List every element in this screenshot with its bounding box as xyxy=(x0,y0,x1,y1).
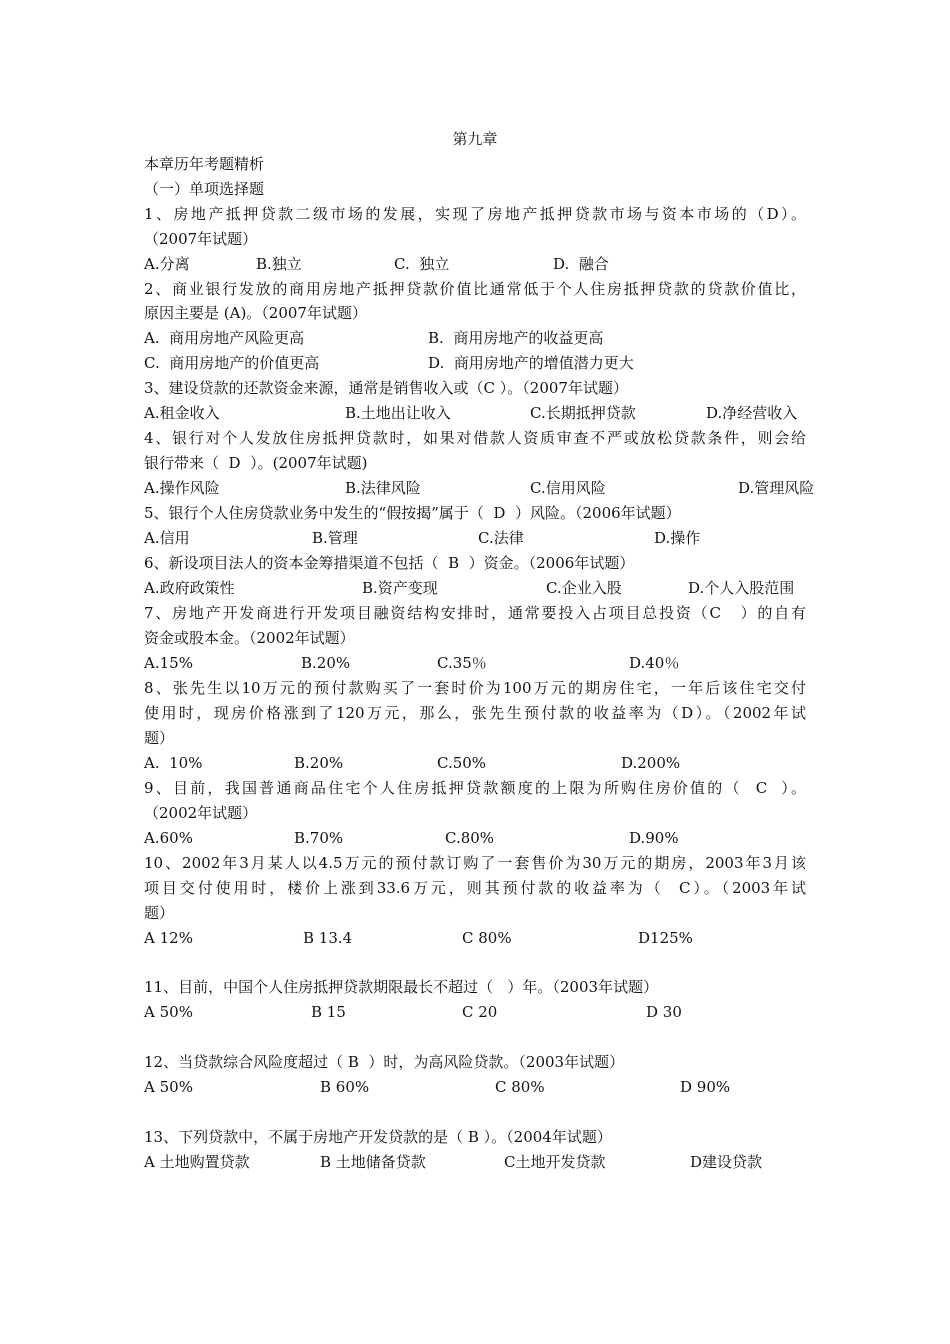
option-d: D.操作 xyxy=(654,529,701,547)
option-a: A 土地购置贷款 xyxy=(144,1153,250,1171)
chapter-title: 第九章 xyxy=(452,130,498,148)
option-c: C.35％ xyxy=(437,654,487,672)
subsection-heading: （一）单项选择题 xyxy=(144,180,265,198)
section-heading: 本章历年考题精析 xyxy=(144,155,265,173)
question-7-line-1: 7、房地产开发商进行开发项目融资结构安排时，通常要投入占项目总投资（C ）的自有 xyxy=(144,604,806,622)
option-a: A. 10% xyxy=(144,754,203,772)
option-b: B.70% xyxy=(294,829,344,847)
option-a: A.15% xyxy=(144,654,193,672)
question-1-line-2: （2007年试题） xyxy=(144,230,258,248)
option-a: A.信用 xyxy=(144,529,190,547)
option-d: D.净经营收入 xyxy=(706,404,798,422)
option-a: A.租金收入 xyxy=(144,404,220,422)
option-c: C.长期抵押贷款 xyxy=(530,404,636,422)
option-d: D.个人入股范围 xyxy=(688,579,795,597)
question-10-line-2: 项目交付使用时，楼价上涨到33.6万元，则其预付款的收益率为（ C）。（2003年试 xyxy=(144,879,806,897)
option-c: C. 独立 xyxy=(394,255,450,273)
option-a: A.操作风险 xyxy=(144,479,220,497)
option-b: B.20% xyxy=(294,754,344,772)
option-d: D 30 xyxy=(646,1003,682,1021)
question-4-line-2: 银行带来（ D ）。(2007年试题) xyxy=(144,454,368,472)
option-c: C.企业入股 xyxy=(546,579,622,597)
option-a: A. 商用房地产风险更高 xyxy=(144,329,305,347)
question-8-line-3: 题） xyxy=(144,729,175,747)
option-b: B 13.4 xyxy=(303,929,353,947)
question-6-line-1: 6、新设项目法人的资本金筹措渠道不包括（ B ）资金。（2006年试题） xyxy=(144,554,635,572)
option-b: B.资产变现 xyxy=(362,579,438,597)
option-d: D.200% xyxy=(621,754,681,772)
question-9-line-1: 9、目前，我国普通商品住宅个人住房抵押贷款额度的上限为所购住房价值的（ C ）。 xyxy=(144,779,806,797)
option-d: D. 商用房地产的增值潜力更大 xyxy=(428,354,634,372)
option-d: D.90% xyxy=(629,829,679,847)
question-8-line-1: 8、张先生以10万元的预付款购买了一套时价为100万元的期房住宅，一年后该住宅交付 xyxy=(144,679,806,697)
option-b: B.20% xyxy=(301,654,351,672)
option-c: C 20 xyxy=(462,1003,498,1021)
question-1-line-1: 1、房地产抵押贷款二级市场的发展，实现了房地产抵押贷款市场与资本市场的（D）。 xyxy=(144,205,806,223)
option-c: C.信用风险 xyxy=(530,479,606,497)
option-d: D建设贷款 xyxy=(690,1153,763,1171)
option-b: B.独立 xyxy=(256,255,302,273)
option-b: B 15 xyxy=(311,1003,346,1021)
question-5-line-1: 5、银行个人住房贷款业务中发生的“假按揭”属于（ D ）风险。（2006年试题） xyxy=(144,504,681,522)
option-d: D.管理风险 xyxy=(738,479,815,497)
option-d: D. 融合 xyxy=(553,255,609,273)
option-c: C.50% xyxy=(437,754,487,772)
question-4-line-1: 4、银行对个人发放住房抵押贷款时，如果对借款人资质审查不严或放松贷款条件，则会给 xyxy=(144,429,806,447)
option-c: C.80% xyxy=(445,829,495,847)
option-c: C 80% xyxy=(495,1078,545,1096)
question-12-line-1: 12、当贷款综合风险度超过（ B ）时，为高风险贷款。（2003年试题） xyxy=(144,1053,625,1071)
option-d: D125% xyxy=(638,929,693,947)
question-8-line-2: 使用时，现房价格涨到了120万元，那么，张先生预付款的收益率为（D）。（2002年试 xyxy=(144,704,806,722)
question-13-line-1: 13、下列贷款中，不属于房地产开发贷款的是（ B ）。（2004年试题） xyxy=(144,1128,612,1146)
option-c: C. 商用房地产的价值更高 xyxy=(144,354,320,372)
question-9-line-2: （2002年试题） xyxy=(144,804,258,822)
option-d: D.40％ xyxy=(629,654,680,672)
question-2-line-1: 2、商业银行发放的商用房地产抵押贷款价值比通常低于个人住房抵押贷款的贷款价值比， xyxy=(144,280,806,298)
option-a: A.政府政策性 xyxy=(144,579,235,597)
option-c: C土地开发贷款 xyxy=(504,1153,606,1171)
question-11-line-1: 11、目前，中国个人住房抵押贷款期限最长不超过（ ）年。（2003年试题） xyxy=(144,978,659,996)
question-10-line-1: 10、2002年3月某人以4.5万元的预付款订购了一套售价为30万元的期房，2003年3月该 xyxy=(144,854,806,872)
option-b: B 土地储备贷款 xyxy=(320,1153,426,1171)
option-a: A 12% xyxy=(144,929,193,947)
option-a: A 50% xyxy=(144,1003,193,1021)
question-7-line-2: 资金或股本金。（2002年试题） xyxy=(144,629,355,647)
option-b: B 60% xyxy=(320,1078,370,1096)
option-b: B.土地出让收入 xyxy=(345,404,451,422)
option-c: C 80% xyxy=(462,929,512,947)
option-b: B.法律风险 xyxy=(345,479,421,497)
question-10-line-3: 题） xyxy=(144,904,175,922)
option-d: D 90% xyxy=(680,1078,731,1096)
option-b: B.管理 xyxy=(312,529,358,547)
question-2-line-2: 原因主要是 (A)。（2007年试题） xyxy=(144,304,367,322)
option-c: C.法律 xyxy=(478,529,524,547)
question-3-line-1: 3、建设贷款的还款资金来源，通常是销售收入或（C ）。（2007年试题） xyxy=(144,379,628,397)
option-a: A 50% xyxy=(144,1078,193,1096)
option-a: A.60% xyxy=(144,829,193,847)
option-a: A.分离 xyxy=(144,255,190,273)
option-b: B. 商用房地产的收益更高 xyxy=(428,329,604,347)
